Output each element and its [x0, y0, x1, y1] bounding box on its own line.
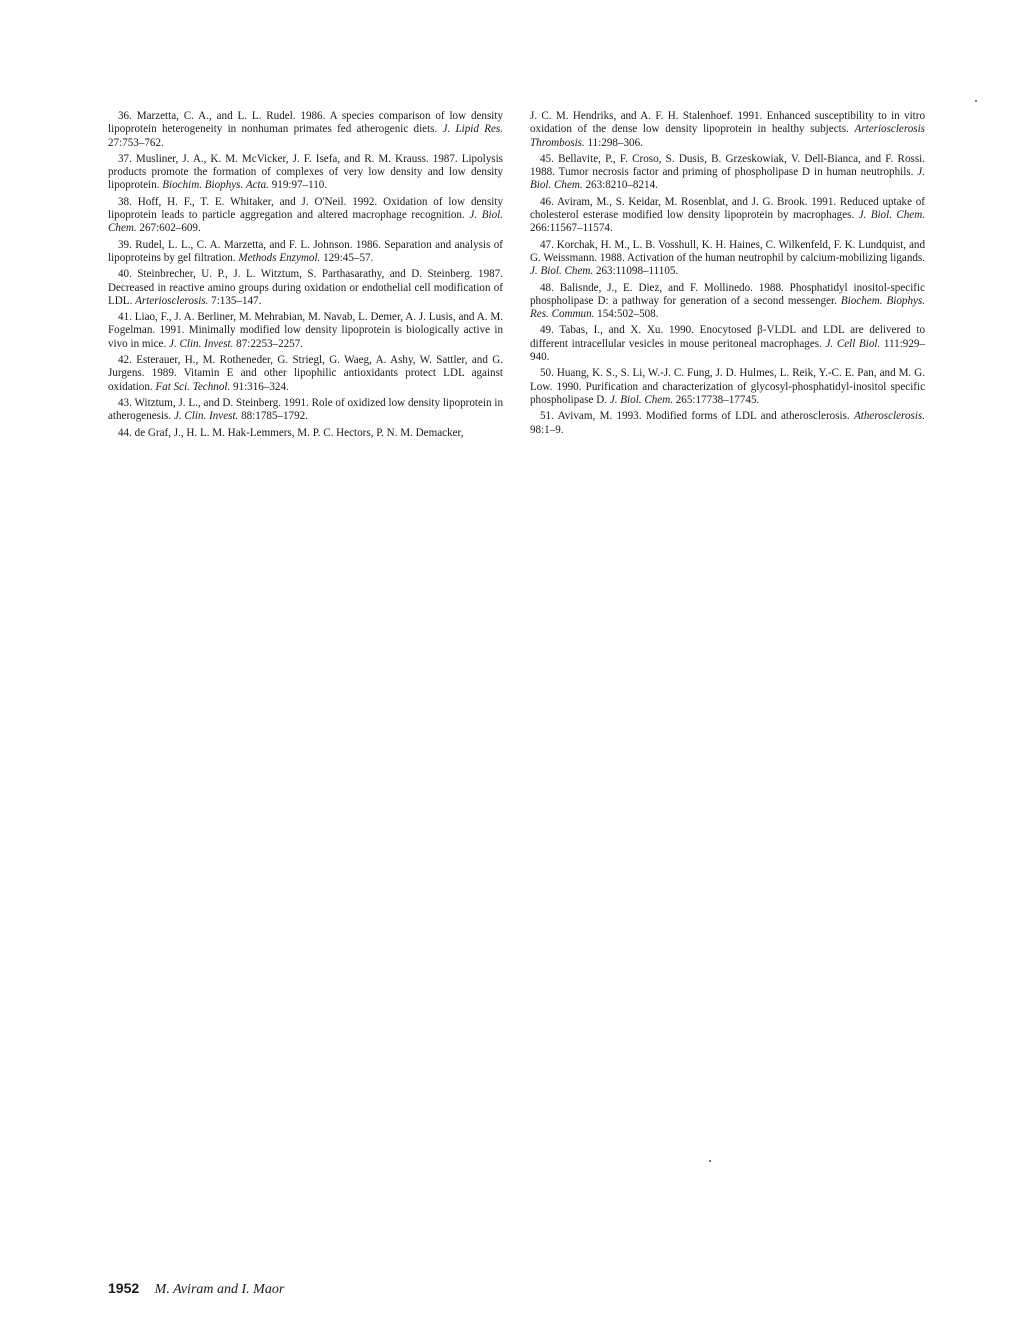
- references-column-left: [108, 110, 503, 443]
- reference-entry: 50. Huang, K. S., S. Li, W.-J. C. Fung, J. D. Hulmes, L. Reik, Y.-C. E. Pan, and M. G. Low. 1990. Purification and characterization of glycosyl-phosphatidyl-inositol specific phospholipase D. J. Biol. Chem. 265:17738–17745.: [530, 367, 925, 406]
- scan-speck: [709, 1160, 711, 1162]
- reference-entry: 42. Esterauer, H., M. Rotheneder, G. Striegl, G. Waeg, A. Ashy, W. Sattler, and G. Jurgens. 1989. Vitamin E and other lipophilic antioxidants protect LDL against oxidation. Fat Sci. Technol. 91:316–324.: [108, 354, 503, 393]
- reference-entry: 45. Bellavite, P., F. Croso, S. Dusis, B. Grzeskowiak, V. Dell-Bianca, and F. Rossi. 1988. Tumor necrosis factor and priming of phospholipase D in human neutrophils. J. Biol. Chem. 263:8210–8214.: [530, 152, 925, 192]
- references-column-right: [530, 110, 925, 440]
- scan-speck: [975, 100, 977, 102]
- reference-entry: 41. Liao, F., J. A. Berliner, M. Mehrabian, M. Navab, L. Demer, A. J. Lusis, and A. M. Fogelman. 1991. Minimally modified low density lipoprotein is biologically active in vivo in mice. J. Clin. Invest. 87:2253–2257.: [108, 311, 503, 350]
- reference-entry: 40. Steinbrecher, U. P., J. L. Witztum, S. Parthasarathy, and D. Steinberg. 1987. Decreased in reactive amino groups during oxidation or endothelial cell modification of LDL. Arteriosclerosis. 7:135–147.: [108, 268, 503, 307]
- running-author: M. Aviram and I. Maor: [154, 1282, 285, 1297]
- reference-entry: 37. Musliner, J. A., K. M. McVicker, J. F. Isefa, and R. M. Krauss. 1987. Lipolysis products promote the formation of complexes of very low density and low density lipoprotein. Biochim. Biophys. Acta. 919:97–110.: [108, 152, 503, 192]
- reference-entry: 51. Avivam, M. 1993. Modified forms of LDL and atherosclerosis. Atherosclerosis. 98:1–9.: [530, 410, 925, 436]
- reference-entry: 47. Korchak, H. M., L. B. Vosshull, K. H. Haines, C. Wilkenfeld, F. K. Lundquist, and G. Weissmann. 1988. Activation of the human neutrophil by calcium-mobilizing ligands. J. Biol. Chem. 263:11098–11105.: [530, 238, 925, 278]
- reference-entry: 44. de Graf, J., H. L. M. Hak-Lemmers, M. P. C. Hectors, P. N. M. Demacker,: [118, 426, 464, 439]
- reference-entry-continued: J. C. M. Hendriks, and A. F. H. Stalenhoef. 1991. Enhanced susceptibility to in vitro oxidation of the dense low density lipoprotein in healthy subjects. Arteriosclerosis Thrombosis. 11:298–306.: [530, 110, 925, 149]
- reference-entry: 48. Balisnde, J., E. Diez, and F. Mollinedo. 1988. Phosphatidyl inositol-specific phospholipase D: a pathway for generation of a second messenger. Biochem. Biophys. Res. Commun. 154:502–508.: [530, 281, 925, 321]
- reference-entry: 46. Aviram, M., S. Keidar, M. Rosenblat, and J. G. Brook. 1991. Reduced uptake of cholesterol esterase modified low density lipoprotein by macrophages. J. Biol. Chem. 266:11567–11574.: [530, 195, 925, 235]
- reference-entry: 36. Marzetta, C. A., and L. L. Rudel. 1986. A species comparison of low density lipoprotein heterogeneity in nonhuman primates fed atherogenic diets. J. Lipid Res. 27:753–762.: [108, 110, 503, 149]
- reference-entry: 43. Witztum, J. L., and D. Steinberg. 1991. Role of oxidized low density lipoprotein in atherogenesis. J. Clin. Invest. 88:1785–1792.: [108, 396, 503, 423]
- page-footer: [108, 1280, 284, 1298]
- page-number: 1952: [108, 1280, 140, 1296]
- reference-entry: 49. Tabas, I., and X. Xu. 1990. Enocytosed β-VLDL and LDL are delivered to different intracellular vesicles in mouse peritoneal macrophages. J. Cell Biol. 111:929–940.: [530, 324, 925, 364]
- reference-entry: 39. Rudel, L. L., C. A. Marzetta, and F. L. Johnson. 1986. Separation and analysis of lipoproteins by gel filtration. Methods Enzymol. 129:45–57.: [108, 238, 503, 264]
- reference-entry: 38. Hoff, H. F., T. E. Whitaker, and J. O'Neil. 1992. Oxidation of low density lipoprotein leads to particle aggregation and altered macrophage recognition. J. Biol. Chem. 267:602–609.: [108, 195, 504, 235]
